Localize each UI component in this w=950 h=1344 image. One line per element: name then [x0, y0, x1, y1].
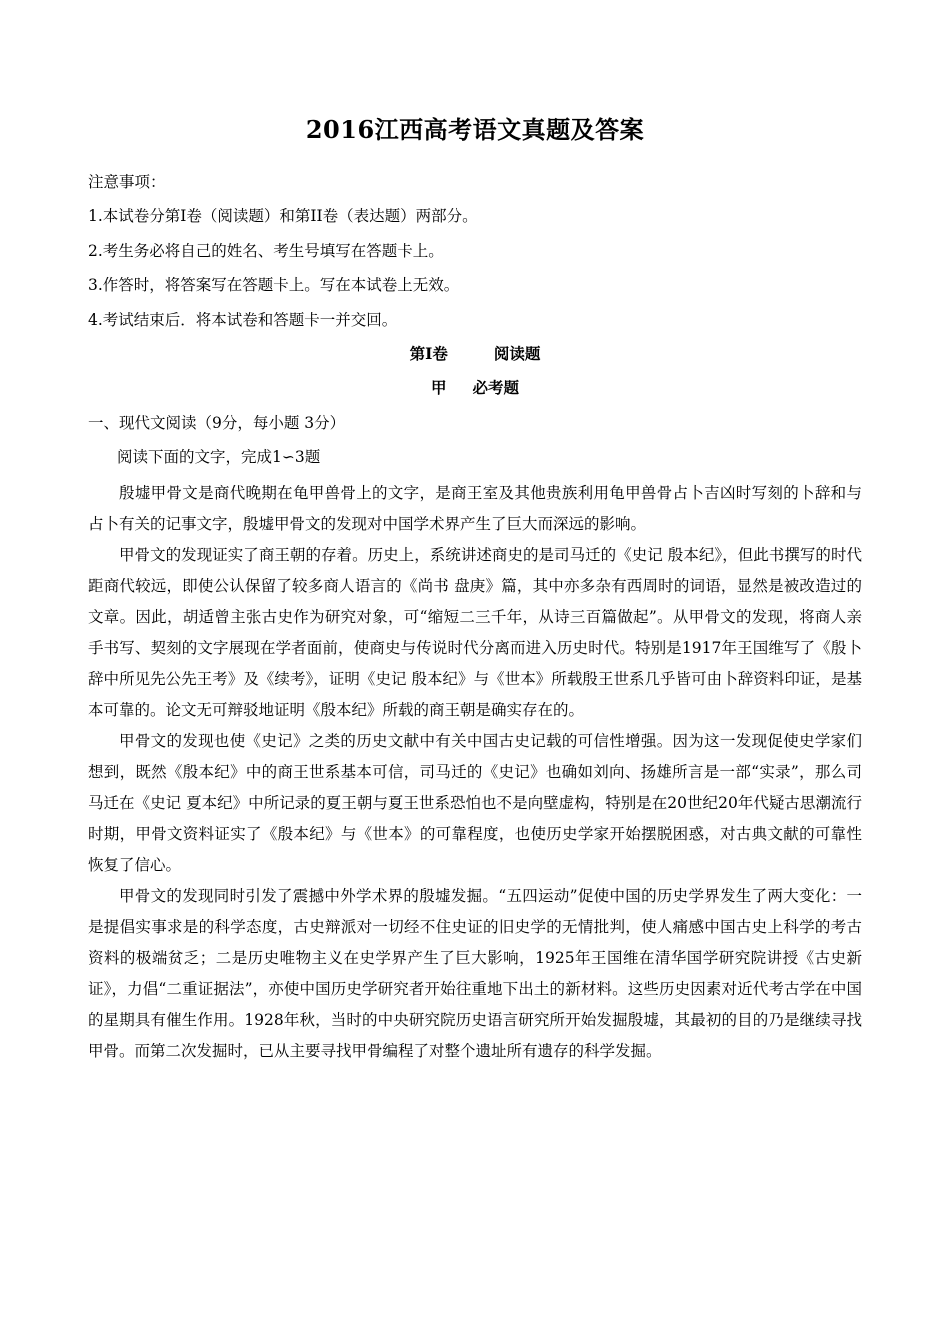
volume-name: 阅读题 [493, 344, 541, 363]
passage-paragraph: 甲骨文的发现证实了商王朝的存着。历史上，系统讲述商史的是司马迁的《史记 殷本纪》，但此书撰写的时代距商代较远，即使公认保留了较多商人语言的《尚书 盘庚》篇，其中亦多杂有西周时的词语，显然是被改造过的文章。因此，胡适曾主张古史作为研究对象，可“缩短二三千年，从诗三百篇做起”。从甲骨文的发现，将商人亲手书写、契刻的文字展现在学者面前，使商史与传说时代分离而进入历史时代。特别是1917年王国维写了《殷卜辞中所见先公先王考》及《续考》，证明《史记 殷本纪》与《世本》所载殷王世系几乎皆可由卜辞资料印证，是基本可靠的。论文无可辩驳地证明《殷本纪》所载的商王朝是确实存在的。 [88, 546, 862, 719]
reading-passage [88, 478, 862, 1067]
notice-heading: 注意事项： [88, 173, 166, 191]
part-label: 甲 [430, 378, 447, 397]
passage-paragraph: 殷墟甲骨文是商代晚期在龟甲兽骨上的文字，是商王室及其他贵族利用龟甲兽骨占卜吉凶时写刻的卜辞和与占卜有关的记事文字，殷墟甲骨文的发现对中国学术界产生了巨大而深远的影响。 [88, 484, 862, 533]
notice-item: 4.考试结束后．将本试卷和答题卡一并交回。 [88, 311, 398, 329]
question-group-heading: 一、现代文阅读（9分，每小题 3分） [88, 414, 346, 432]
part-name: 必考题 [472, 378, 520, 397]
notice-item: 2.考生务必将自己的姓名、考生号填写在答题卡上。 [88, 242, 444, 260]
reading-instruction: 阅读下面的文字，完成1∽3题 [117, 448, 321, 466]
notice-item: 3.作答时，将答案写在答题卡上。写在本试卷上无效。 [88, 276, 460, 294]
passage-paragraph: 甲骨文的发现同时引发了震撼中外学术界的殷墟发掘。“五四运动”促使中国的历史学界发生了两大变化：一是提倡实事求是的科学态度，古史辩派对一切经不住史证的旧史学的无情批判，使人痛感中国古史上科学的考古资料的极端贫乏；二是历史唯物主义在史学界产生了巨大影响，1925年王国维在清华国学研究院讲授《古史新证》，力倡“二重证据法”，亦使中国历史学研究者开始往重地下出土的新材料。这些历史因素对近代考古学在中国的星期具有催生作用。1928年秋，当时的中央研究院历史语言研究所开始发掘殷墟，其最初的目的乃是继续寻找甲骨。而第二次发掘时，已从主要寻找甲骨编程了对整个遗址所有遗存的科学发掘。 [88, 887, 862, 1060]
notice-item: 1.本试卷分第I卷（阅读题）和第II卷（表达题）两部分。 [88, 207, 478, 225]
part-heading [0, 378, 950, 398]
document-title: 2016江西高考语文真题及答案 [305, 115, 645, 144]
passage-paragraph: 甲骨文的发现也使《史记》之类的历史文献中有关中国古史记载的可信性增强。因为这一发现促使史学家们想到，既然《殷本纪》中的商王世系基本可信，司马迁的《史记》也确如刘向、扬雄所言是一部“实录”，那么司马迁在《史记 夏本纪》中所记录的夏王朝与夏王世系恐怕也不是向壁虚构，特别是在20世纪20年代疑古思潮流行时期，甲骨文资料证实了《殷本纪》与《世本》的可靠程度，也使历史学家开始摆脱困惑，对古典文献的可靠性恢复了信心。 [88, 732, 862, 874]
volume-label: 第I卷 [409, 344, 448, 363]
volume-heading [0, 344, 950, 364]
